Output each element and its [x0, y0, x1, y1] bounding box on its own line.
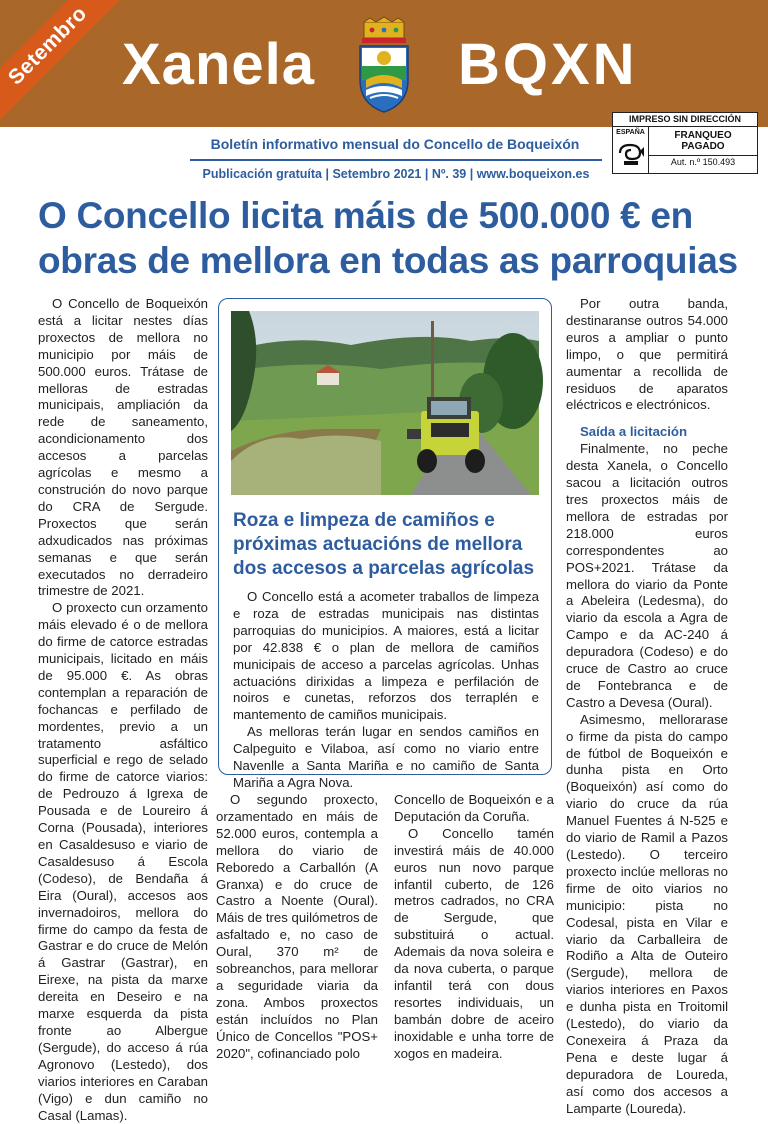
stamp-heading: IMPRESO SIN DIRECCIÓN	[613, 113, 757, 127]
feature-box	[218, 298, 552, 790]
article-paragraph: O proxecto cun orzamento máis elevado é o de mellora do firme de catorce estradas municipais, licitado en máis de 95.000 €. As obras contemplan a reparación de fochancas e perfilado de mordentes, previo a un tratamento asfáltico superficial e rego de selado do firme de catorce viarios: de Pedrouzo á Igrexa de Pousada e de Loureiro á Corna (Pousada), interiores en Casaldesuso e viario de Casaldesuso á Escola (Codeso), de Bendaña á Eira (Oural), accesos aos invernadoiros, mellora do firme do campo da festa de Gastrar e do cruce de Melón á Gastrar (Gastrar), en Eirexe, na pista da marxe dereita en Deseiro e na marxe esquerda da pista fronte ao Albergue (Sergude), do acceso á rúa Agronovo (Lestedo), dos viarios interiores en Caraban (Vigo) e dun camiño no Casal (Lamas).	[38, 600, 208, 1123]
month-sash: Setembro	[0, 0, 131, 129]
article-column-2	[216, 792, 378, 1063]
subtitle-divider	[190, 159, 602, 161]
article-column-1	[38, 296, 208, 1124]
article-paragraph: Por outra banda, destinaranse outros 54.000 euros a ampliar o punto limpo, o que permitirá aumentar a recollida de residuos de aparatos eléctricos e electrónicos.	[566, 296, 728, 413]
feature-body	[233, 589, 539, 792]
masthead-title-left: Xanela	[122, 32, 315, 97]
section-subheading: Saída a licitación	[580, 424, 688, 440]
stamp-line1: FRANQUEO	[674, 130, 732, 141]
masthead-title-right: BQXN	[458, 32, 638, 97]
stamp-logo-cell	[613, 127, 649, 173]
article-paragraph: Finalmente, no peche desta Xanela, o Concello sacou a licitación outros tres proxectos máis de mellora de estradas por 218.000 euros correspondentes ao POS+2021. Trátase da mellora do viario da Ponte a Abeleira (Ledesma), do viario da escola a Agra de Campo e da AC-240 á depuradora (Codeso) e do cruce de Castro ao cruce de Fontebranca e de Castro a Devesa (Oural).	[566, 441, 728, 710]
article-paragraph: Asimesmo, mellorarase o firme da pista do campo de fútbol de Boqueixón e dunha pista en Orto (Boqueixón) así como do viario do cruce da rúa Manuel Fuentes á N-525 e do viario de Ramil a Pazos (Lestedo). O terceiro proxecto inclúe melloras no firme de oito viarios no municipio: pista no Codesal, pista en Vilar e viario da Carballeira de Rodiño a Alta de Outeiro (Sergude), mellora de viarios interiores en Paxos e dunha pista en Troitomil (Lestedo), do viario da Conexeira á Praza da Pena e deste lugar á depuradora de Loureda, así como dos accesos a Lamparte (Loureda).	[566, 711, 728, 1116]
postage-stamp	[612, 112, 758, 174]
article-paragraph: O Concello de Boqueixón está a licitar nestes días proxectos de mellora no municipio por máis de 500.000 euros. Trátase de melloras de estradas municipais, ampliación da rede de saneamento, acondicionamento dos accesos a parcelas agrícolas e mesmo a construción do novo parque do CRA de Sergude. Proxectos que serán adxudicados nas próximas semanas e que serán executados no derradeiro trimestre de 2021.	[38, 296, 208, 599]
publication-info: Publicación gratuíta | Setembro 2021 | Nº. 39 | www.boqueixon.es	[202, 167, 590, 181]
feature-paragraph: As melloras terán lugar en sendos camiños en Calpeguito e Vilaboa, así como no viario entre Navenlle a Santa Mariña e no camiño de Santa Mariña a Agra Nova.	[233, 724, 539, 790]
article-column-4	[566, 296, 728, 1118]
masthead-band	[0, 0, 768, 127]
bulletin-subtitle: Boletín informativo mensual do Concello de Boqueixón	[210, 136, 580, 152]
posthorn-icon	[616, 141, 646, 167]
article-paragraph: O segundo proxecto, orzamentado en máis de 52.000 euros, contempla a mellora do viario de Reboredo a Carballón (A Granxa) e do cruce de Castro a Noente (Oural). Máis de tres quilómetros de asfaltado e, no caso de Oural, 370 m² de sobreanchos, para mellorar a seguridade viaria da zona. Ambos proxectos están incluídos no Plan Único de Concellos "POS+ 2020", cofinanciado polo	[216, 792, 378, 1061]
stamp-line2: PAGADO	[681, 141, 725, 152]
coat-of-arms-icon	[356, 18, 412, 114]
stamp-authorization: Aut. n.º 150.493	[649, 155, 757, 167]
tractor-road-illustration	[231, 311, 539, 495]
article-headline: O Concello licita máis de 500.000 € en obras de mellora en todas as parroquias	[38, 195, 738, 281]
feature-title: Roza e limpeza de camiños e próximas actuacións de mellora dos accesos a parcelas agrícolas	[233, 510, 535, 579]
feature-paragraph: O Concello está a acometer traballos de limpeza e roza de estradas municipais nas distintas parroquias do municipios. A maiores, está a licitar por 42.838 € o plan de mellora de camiños municipais de acceso a parcelas agrícolas. Unhas actuacións dirixidas a limpeza e perfilación de noiros e cunetas, reforzos dos terraplén e mantemento de camiños municipais.	[233, 589, 539, 723]
article-column-3	[394, 792, 554, 1063]
tractor-photo	[231, 311, 539, 495]
article-paragraph: Concello de Boqueixón e a Deputación da Coruña.	[394, 792, 554, 824]
article-paragraph: O Concello tamén investirá máis de 40.000 euros nun novo parque infantil cuberto, de 126 metros cadrados, no CRA de Sergude, que substituirá o actual. Ademais da nova soleira e da nova cuberta, o parque infantil terá con dous resortes individuais, un bambán dobre de aceiro inoxidable e unha torre de xogos en madeira.	[394, 825, 554, 1061]
stamp-text-cell	[649, 127, 757, 167]
stamp-country: ESPAÑA	[616, 129, 645, 136]
